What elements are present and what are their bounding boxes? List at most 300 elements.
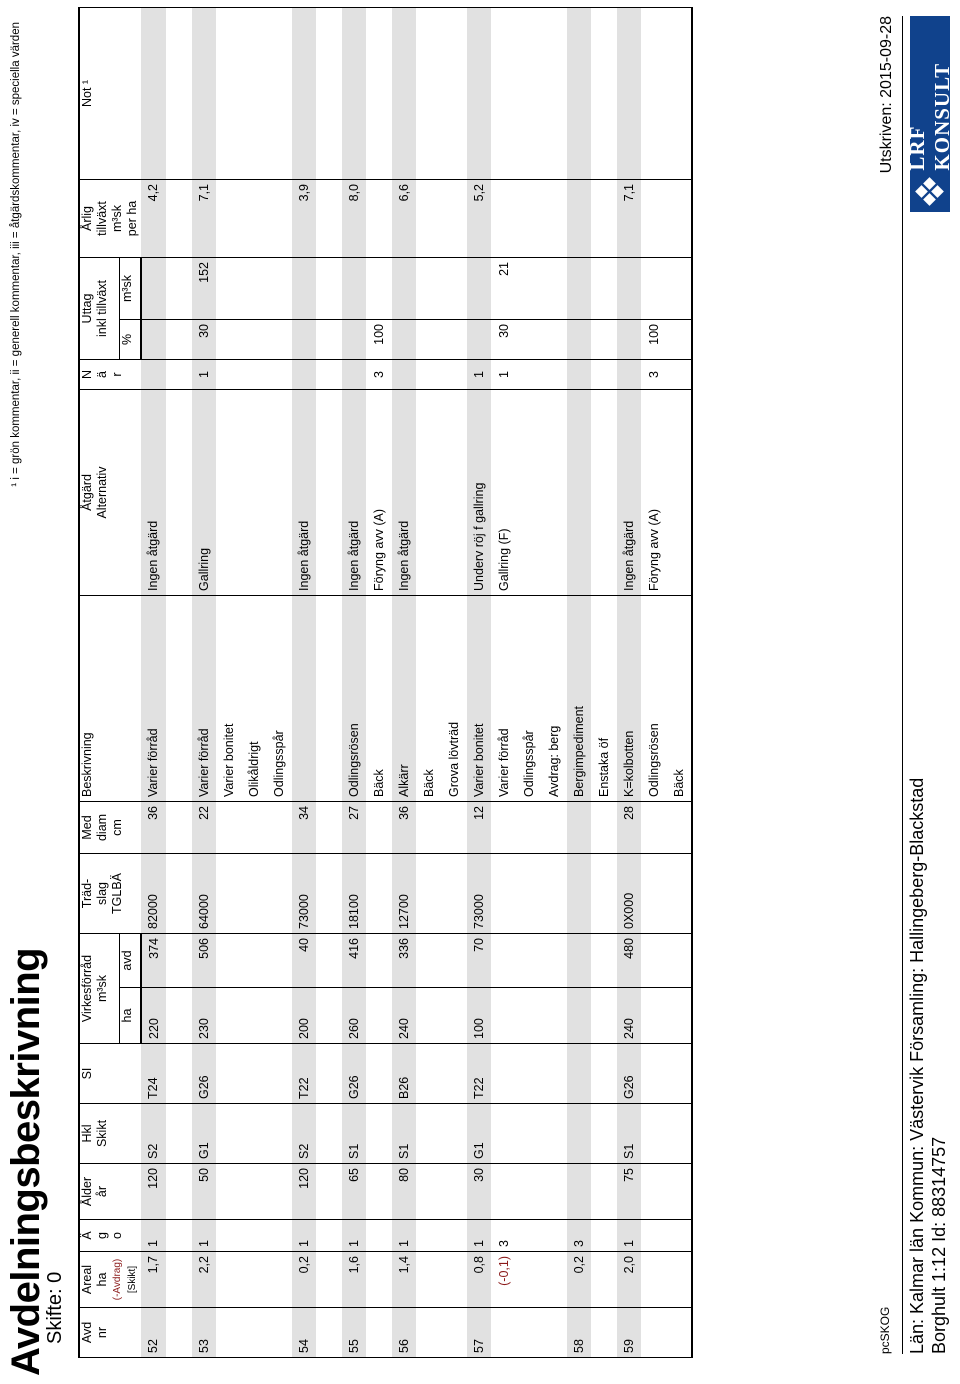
cell-tradslag <box>266 853 291 933</box>
cell-uttag-m3 <box>566 257 591 319</box>
cell-uttag-pct <box>441 319 466 359</box>
cell-uttag-m3 <box>616 257 641 319</box>
cell-tradslag <box>241 853 266 933</box>
cell-tradslag <box>591 853 616 933</box>
cell-hkl <box>591 1104 616 1164</box>
cell-virkes-avd <box>216 933 241 987</box>
cell-avd <box>541 1308 566 1358</box>
cell-hkl: G1 <box>466 1104 491 1164</box>
cell-areal: 1,4 <box>391 1252 416 1308</box>
table-row <box>466 7 491 1357</box>
cell-si <box>666 1044 692 1104</box>
cell-areal: 0,8 <box>466 1252 491 1308</box>
cell-virkes-ha <box>216 988 241 1044</box>
cell-si <box>491 1044 516 1104</box>
cell-beskrivning: Odlingsrösen <box>641 595 666 801</box>
cell-uttag-pct <box>391 319 416 359</box>
cell-avd <box>241 1308 266 1358</box>
cell-alder <box>491 1164 516 1220</box>
cell-not <box>216 7 241 179</box>
cell-arlig: 3,9 <box>291 179 316 257</box>
cell-tradslag: 73000 <box>291 853 316 933</box>
cell-beskrivning: Varier förråd <box>191 595 216 801</box>
cell-areal: 1,6 <box>341 1252 366 1308</box>
cell-uttag-m3 <box>441 257 466 319</box>
cell-areal: (-0,1) <box>491 1252 516 1308</box>
cell-virkes-ha <box>541 988 566 1044</box>
cell-arlig <box>666 179 692 257</box>
cell-nar <box>416 359 441 389</box>
cell-atgard: Gallring <box>191 389 216 595</box>
cell-uttag-pct <box>141 319 167 359</box>
cell-hkl <box>491 1104 516 1164</box>
cell-not <box>666 7 692 179</box>
cell-uttag-m3 <box>666 257 692 319</box>
cell-arlig <box>566 179 591 257</box>
cell-tradslag <box>541 853 566 933</box>
cell-alder <box>366 1164 391 1220</box>
cell-beskrivning: Bäck <box>416 595 441 801</box>
cell-ago <box>516 1220 541 1252</box>
table-row <box>141 7 167 1357</box>
table-row <box>216 7 241 1357</box>
header-uttag-m3: m³sk <box>119 257 140 319</box>
cell-ago: 1 <box>341 1220 366 1252</box>
program-name: pcSKOG <box>878 1306 892 1354</box>
property-id-line: Borghult 1:12 Id: 88314757 <box>929 1136 949 1354</box>
cell-hkl <box>366 1104 391 1164</box>
cell-areal <box>366 1252 391 1308</box>
cell-uttag-pct: 30 <box>491 319 516 359</box>
cell-beskrivning: Varier förråd <box>491 595 516 801</box>
cell-arlig: 4,2 <box>141 179 167 257</box>
cell-virkes-avd <box>666 933 692 987</box>
cell-atgard: Underv röj f gallring <box>466 389 491 595</box>
cell-not <box>241 7 266 179</box>
header-alder: Ålder år <box>79 1164 141 1220</box>
cell-si <box>641 1044 666 1104</box>
cell-arlig <box>416 179 441 257</box>
cell-virkes-ha <box>666 988 692 1044</box>
cell-meddiam <box>266 801 291 853</box>
cell-si <box>266 1044 291 1104</box>
table-row <box>441 7 466 1357</box>
cell-arlig <box>541 179 566 257</box>
header-uttag-pct: % <box>119 319 140 359</box>
cell-virkes-avd: 40 <box>291 933 316 987</box>
cell-uttag-pct <box>416 319 441 359</box>
cell-virkes-ha: 240 <box>616 988 641 1044</box>
cell-nar <box>566 359 591 389</box>
table-row <box>341 7 366 1357</box>
cell-alder: 80 <box>391 1164 416 1220</box>
cell-beskrivning: Varier bonitet <box>466 595 491 801</box>
cell-atgard: Ingen åtgärd <box>141 389 167 595</box>
cell-si <box>441 1044 466 1104</box>
cell-virkes-ha: 230 <box>191 988 216 1044</box>
cell-ago: 3 <box>566 1220 591 1252</box>
cell-atgard <box>516 389 541 595</box>
cell-ago: 1 <box>466 1220 491 1252</box>
cell-ago: 1 <box>291 1220 316 1252</box>
cell-beskrivning: Varier bonitet <box>216 595 241 801</box>
cell-atgard <box>441 389 466 595</box>
cell-meddiam <box>641 801 666 853</box>
header-virkes-avd: avd <box>119 933 140 987</box>
cell-nar: 1 <box>466 359 491 389</box>
cell-virkes-ha <box>516 988 541 1044</box>
cell-tradslag: 64000 <box>191 853 216 933</box>
cell-uttag-m3 <box>216 257 241 319</box>
cell-avd: 54 <box>291 1308 316 1358</box>
table-row <box>566 7 591 1357</box>
cell-hkl <box>641 1104 666 1164</box>
cell-uttag-m3 <box>541 257 566 319</box>
cell-avd: 56 <box>391 1308 416 1358</box>
cell-meddiam <box>541 801 566 853</box>
cell-alder <box>266 1164 291 1220</box>
cell-virkes-ha <box>416 988 441 1044</box>
cell-areal <box>591 1252 616 1308</box>
cell-arlig <box>516 179 541 257</box>
cell-avd <box>641 1308 666 1358</box>
table-row <box>641 7 666 1357</box>
cell-meddiam <box>516 801 541 853</box>
table-row <box>241 7 266 1357</box>
cell-atgard <box>666 389 692 595</box>
cell-avd <box>666 1308 692 1358</box>
cell-areal <box>266 1252 291 1308</box>
table-row <box>541 7 566 1357</box>
header-atgard: Åtgärd Alternativ <box>79 389 141 595</box>
cell-uttag-m3: 152 <box>191 257 216 319</box>
cell-hkl: S2 <box>291 1104 316 1164</box>
cell-areal <box>516 1252 541 1308</box>
header-beskrivning: Beskrivning <box>79 595 141 801</box>
cell-not <box>641 7 666 179</box>
cell-arlig <box>266 179 291 257</box>
cell-alder <box>541 1164 566 1220</box>
cell-meddiam: 36 <box>391 801 416 853</box>
table-row <box>591 7 616 1357</box>
header-ago: Ä g o <box>79 1220 141 1252</box>
cell-nar <box>591 359 616 389</box>
cell-areal: 0,2 <box>566 1252 591 1308</box>
cell-uttag-pct <box>566 319 591 359</box>
cell-alder <box>666 1164 692 1220</box>
cell-ago: 1 <box>391 1220 416 1252</box>
cell-virkes-avd: 506 <box>191 933 216 987</box>
cell-beskrivning <box>291 595 316 801</box>
cell-virkes-avd <box>266 933 291 987</box>
cell-not <box>491 7 516 179</box>
cell-atgard <box>216 389 241 595</box>
location-line: Län: Kalmar län Kommun: Västervik Församling: Hallingeberg-Blackstad <box>907 777 927 1354</box>
cell-not <box>391 7 416 179</box>
cell-alder <box>516 1164 541 1220</box>
cell-atgard: Föryng avv (A) <box>366 389 391 595</box>
cell-hkl: S1 <box>616 1104 641 1164</box>
cell-uttag-m3 <box>466 257 491 319</box>
cell-alder: 65 <box>341 1164 366 1220</box>
cell-ago <box>266 1220 291 1252</box>
cell-si: T22 <box>291 1044 316 1104</box>
cell-areal <box>666 1252 692 1308</box>
cell-nar <box>216 359 241 389</box>
header-virkesforrad: Virkesförråd m³sk <box>79 933 119 1043</box>
cell-virkes-avd <box>516 933 541 987</box>
cell-nar <box>441 359 466 389</box>
cell-hkl <box>216 1104 241 1164</box>
cell-uttag-pct <box>591 319 616 359</box>
cell-avd: 52 <box>141 1308 167 1358</box>
cell-virkes-ha: 100 <box>466 988 491 1044</box>
cell-hkl: S1 <box>391 1104 416 1164</box>
cell-ago <box>441 1220 466 1252</box>
cell-avd <box>591 1308 616 1358</box>
stand-table <box>78 7 693 1358</box>
cell-beskrivning: K=kolbotten <box>616 595 641 801</box>
cell-beskrivning: Olikåldrigt <box>241 595 266 801</box>
cell-si: G26 <box>191 1044 216 1104</box>
cell-beskrivning: Odlingsrösen <box>341 595 366 801</box>
cell-areal: 1,7 <box>141 1252 167 1308</box>
cell-nar: 3 <box>366 359 391 389</box>
cell-uttag-m3 <box>416 257 441 319</box>
cell-not <box>566 7 591 179</box>
cell-uttag-pct: 100 <box>641 319 666 359</box>
cell-alder <box>641 1164 666 1220</box>
cell-tradslag: 0X000 <box>616 853 641 933</box>
cell-nar <box>141 359 167 389</box>
cell-alder <box>416 1164 441 1220</box>
header-uttag: Uttag inkl tillväxt <box>79 257 119 359</box>
cell-tradslag <box>366 853 391 933</box>
cell-uttag-m3 <box>591 257 616 319</box>
header-virkes-ha: ha <box>119 988 140 1044</box>
cell-uttag-m3 <box>366 257 391 319</box>
cell-not <box>466 7 491 179</box>
cell-alder <box>216 1164 241 1220</box>
cell-avd <box>416 1308 441 1358</box>
cell-atgard <box>566 389 591 595</box>
cell-virkes-avd <box>566 933 591 987</box>
cell-meddiam: 22 <box>191 801 216 853</box>
cell-beskrivning: Avdrag: berg <box>541 595 566 801</box>
cell-meddiam <box>241 801 266 853</box>
cell-uttag-m3 <box>341 257 366 319</box>
cell-not <box>416 7 441 179</box>
cell-uttag-pct <box>516 319 541 359</box>
cell-hkl <box>541 1104 566 1164</box>
cell-si <box>216 1044 241 1104</box>
cell-arlig <box>641 179 666 257</box>
cell-arlig <box>241 179 266 257</box>
logo-mark-icon <box>917 179 943 204</box>
cell-hkl <box>241 1104 266 1164</box>
cell-nar: 1 <box>491 359 516 389</box>
cell-hkl: S1 <box>341 1104 366 1164</box>
logo-wordmark: LRF KONSULT <box>905 62 954 171</box>
cell-virkes-ha <box>441 988 466 1044</box>
cell-uttag-pct <box>291 319 316 359</box>
cell-virkes-avd <box>641 933 666 987</box>
cell-virkes-ha <box>366 988 391 1044</box>
cell-uttag-m3 <box>291 257 316 319</box>
cell-atgard <box>241 389 266 595</box>
cell-avd <box>216 1308 241 1358</box>
cell-meddiam <box>666 801 692 853</box>
cell-beskrivning: Bäck <box>666 595 692 801</box>
table-row <box>491 7 516 1357</box>
cell-uttag-m3 <box>516 257 541 319</box>
footer-rule <box>902 16 903 1354</box>
cell-si <box>516 1044 541 1104</box>
cell-alder <box>566 1164 591 1220</box>
cell-tradslag: 12700 <box>391 853 416 933</box>
cell-tradslag <box>491 853 516 933</box>
cell-virkes-ha: 220 <box>141 988 167 1044</box>
cell-ago <box>666 1220 692 1252</box>
cell-atgard <box>266 389 291 595</box>
cell-virkes-avd <box>591 933 616 987</box>
cell-areal <box>241 1252 266 1308</box>
cell-meddiam <box>591 801 616 853</box>
cell-virkes-ha: 240 <box>391 988 416 1044</box>
cell-avd: 58 <box>566 1308 591 1358</box>
cell-virkes-ha <box>241 988 266 1044</box>
cell-uttag-m3 <box>141 257 167 319</box>
cell-arlig <box>591 179 616 257</box>
cell-hkl <box>416 1104 441 1164</box>
cell-ago <box>216 1220 241 1252</box>
cell-nar <box>291 359 316 389</box>
cell-avd <box>516 1308 541 1358</box>
cell-not <box>141 7 167 179</box>
cell-meddiam: 34 <box>291 801 316 853</box>
cell-areal: 2,0 <box>616 1252 641 1308</box>
skifte-label: Skifte: 0 <box>44 1271 66 1344</box>
table-row <box>366 7 391 1357</box>
cell-meddiam <box>416 801 441 853</box>
cell-ago: 1 <box>191 1220 216 1252</box>
cell-ago <box>591 1220 616 1252</box>
cell-not <box>291 7 316 179</box>
cell-tradslag: 82000 <box>141 853 167 933</box>
table-row <box>416 7 441 1357</box>
header-areal: Areal ha (-Avdrag) [Skikt] <box>79 1252 141 1308</box>
cell-virkes-ha: 200 <box>291 988 316 1044</box>
cell-si: T22 <box>466 1044 491 1104</box>
cell-si <box>241 1044 266 1104</box>
cell-alder <box>441 1164 466 1220</box>
cell-not <box>441 7 466 179</box>
cell-areal <box>441 1252 466 1308</box>
table-row <box>191 7 216 1357</box>
footnote-legend: ¹ i = grön kommentar, ii = generell kommentar, iii = åtgärdskommentar, iv = speciella värden <box>10 22 22 487</box>
cell-not <box>366 7 391 179</box>
cell-beskrivning: Bergimpediment <box>566 595 591 801</box>
cell-virkes-ha <box>566 988 591 1044</box>
cell-avd: 55 <box>341 1308 366 1358</box>
header-avd: Avd nr <box>79 1308 141 1358</box>
cell-arlig: 6,6 <box>391 179 416 257</box>
cell-si <box>541 1044 566 1104</box>
cell-tradslag <box>641 853 666 933</box>
cell-uttag-pct: 30 <box>191 319 216 359</box>
cell-beskrivning: Bäck <box>366 595 391 801</box>
cell-alder: 75 <box>616 1164 641 1220</box>
cell-hkl: S2 <box>141 1104 167 1164</box>
cell-ago <box>366 1220 391 1252</box>
cell-nar <box>391 359 416 389</box>
cell-atgard <box>416 389 441 595</box>
cell-si: G26 <box>341 1044 366 1104</box>
cell-not <box>191 7 216 179</box>
cell-areal <box>416 1252 441 1308</box>
table-row <box>291 7 316 1357</box>
cell-avd <box>491 1308 516 1358</box>
cell-virkes-ha: 260 <box>341 988 366 1044</box>
cell-si <box>566 1044 591 1104</box>
cell-virkes-avd <box>366 933 391 987</box>
cell-virkes-avd: 70 <box>466 933 491 987</box>
cell-uttag-pct <box>216 319 241 359</box>
cell-avd <box>266 1308 291 1358</box>
cell-ago <box>241 1220 266 1252</box>
cell-arlig: 7,1 <box>616 179 641 257</box>
cell-meddiam <box>491 801 516 853</box>
header-arlig: Årlig tillväxt m³sk per ha <box>79 179 141 257</box>
cell-virkes-avd: 416 <box>341 933 366 987</box>
cell-uttag-pct <box>266 319 291 359</box>
header-si: SI <box>79 1044 141 1104</box>
cell-nar: 1 <box>191 359 216 389</box>
cell-avd: 53 <box>191 1308 216 1358</box>
header-hkl: Hkl Skikt <box>79 1104 141 1164</box>
cell-meddiam <box>441 801 466 853</box>
cell-beskrivning: Alkärr <box>391 595 416 801</box>
cell-alder: 50 <box>191 1164 216 1220</box>
cell-avd <box>366 1308 391 1358</box>
cell-virkes-avd <box>541 933 566 987</box>
cell-hkl <box>666 1104 692 1164</box>
cell-avd: 59 <box>616 1308 641 1358</box>
cell-not <box>616 7 641 179</box>
row-spacer <box>166 7 191 1357</box>
cell-nar <box>666 359 692 389</box>
cell-atgard <box>541 389 566 595</box>
cell-atgard <box>591 389 616 595</box>
cell-meddiam: 36 <box>141 801 167 853</box>
cell-beskrivning: Odlingsspår <box>516 595 541 801</box>
cell-areal: 2,2 <box>191 1252 216 1308</box>
cell-uttag-pct <box>541 319 566 359</box>
cell-ago: 1 <box>616 1220 641 1252</box>
lrf-konsult-logo <box>905 16 954 212</box>
cell-ago <box>641 1220 666 1252</box>
cell-atgard: Föryng avv (A) <box>641 389 666 595</box>
cell-alder: 30 <box>466 1164 491 1220</box>
cell-uttag-pct <box>666 319 692 359</box>
cell-atgard: Ingen åtgärd <box>616 389 641 595</box>
cell-alder: 120 <box>291 1164 316 1220</box>
header-nar: N ä r <box>79 359 141 389</box>
cell-arlig <box>216 179 241 257</box>
cell-tradslag <box>416 853 441 933</box>
cell-ago: 3 <box>491 1220 516 1252</box>
cell-arlig <box>441 179 466 257</box>
